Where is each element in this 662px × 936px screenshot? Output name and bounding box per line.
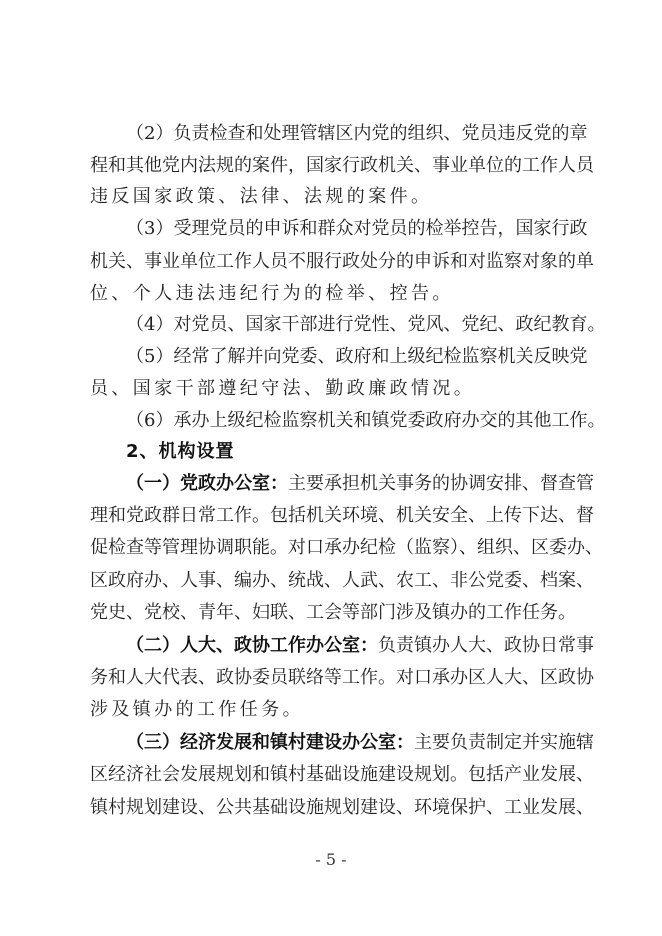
line-text: 员、国家干部遵纪守法、勤政廉政情况。 (90, 378, 476, 399)
line-text: 促检查等管理协调职能。对口承办纪检（监察）、组织、区委办、 (90, 537, 603, 558)
line-text: 党史、党校、青年、妇联、工会等部门涉及镇办的工作任务。 (90, 602, 576, 623)
paragraph-line (90, 377, 572, 401)
line-text: 务和人大代表、政协委员联络等工作。对口承办区人大、区政协 (90, 667, 594, 688)
paragraph-line (126, 731, 594, 755)
office-name: （三）经济发展和镇村建设办公室： (126, 732, 414, 753)
page-number: - 5 - (315, 850, 347, 869)
paragraph-line (90, 763, 594, 787)
line-text: 区政府办、人事、编办、统战、人武、农工、非公党委、档案、 (90, 570, 594, 591)
line-text: 区经济社会发展规划和镇村基础设施建设规划。包括产业发展、 (90, 764, 594, 785)
line-text: 主要负责制定并实施辖 (414, 732, 594, 753)
paragraph-line (126, 313, 606, 337)
office-name: （一）党政办公室： (126, 473, 288, 494)
paragraph-line (90, 250, 594, 274)
paragraph-line (126, 472, 594, 496)
paragraph-line (90, 154, 594, 178)
paragraph-line (90, 569, 594, 593)
paragraph-line (90, 601, 576, 625)
office-name: （二）人大、政协工作办公室： (126, 635, 378, 656)
paragraph-line (90, 698, 572, 722)
line-text: （5）经常了解并向党委、政府和上级纪检监察机关反映党 (126, 346, 588, 367)
line-text: （4）对党员、国家干部进行党性、党风、党纪、政纪教育。 (126, 314, 606, 335)
line-text: 机关、事业单位工作人员不服行政处分的申诉和对监察对象的单 (90, 251, 594, 272)
line-text: 镇村规划建设、公共基础设施规划建设、环境保护、工业发展、 (90, 797, 594, 818)
paragraph-line (90, 504, 594, 528)
paragraph-line (126, 217, 588, 241)
paragraph-line (90, 536, 603, 560)
line-text: （6）承办上级纪检监察机关和镇党委政府办交的其他工作。 (126, 410, 606, 431)
line-text: 主要承担机关事务的协调安排、督查管 (288, 473, 594, 494)
section-heading (126, 440, 572, 464)
line-text: 负责镇办人大、政协日常事 (378, 635, 594, 656)
paragraph-line (90, 796, 594, 820)
paragraph-line (90, 666, 594, 690)
line-text: 位、个人违法违纪行为的检举、控告。 (90, 283, 454, 304)
heading-text: 2、机构设置 (126, 441, 235, 462)
line-text: 程和其他党内法规的案件，国家行政机关、事业单位的工作人员 (90, 155, 594, 176)
paragraph-line (126, 122, 588, 146)
paragraph-line (126, 345, 588, 369)
paragraph-line (126, 634, 594, 658)
paragraph-line (90, 185, 572, 209)
paragraph-line (90, 282, 572, 306)
paragraph-line (126, 409, 606, 433)
line-text: 涉及镇办的工作任务。 (90, 699, 304, 720)
line-text: （3）受理党员的申诉和群众对党员的检举控告，国家行政 (126, 218, 588, 239)
line-text: （2）负责检查和处理管辖区内党的组织、党员违反党的章 (126, 123, 588, 144)
line-text: 理和党政群日常工作。包括机关环境、机关安全、上传下达、督 (90, 505, 594, 526)
line-text: 违反国家政策、法律、法规的案件。 (90, 186, 433, 207)
